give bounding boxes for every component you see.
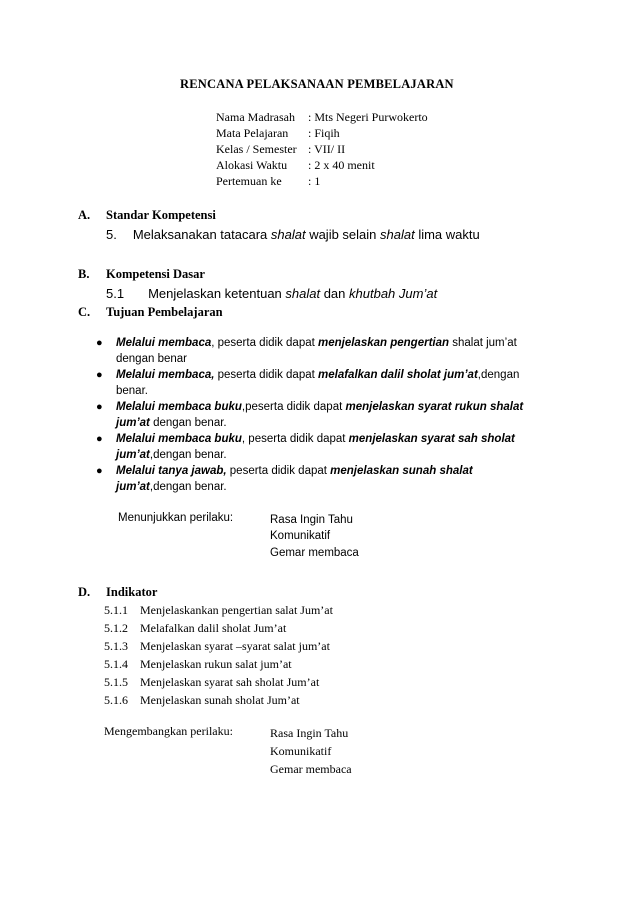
identity-value: : Mts Negeri Purwokerto <box>308 110 428 124</box>
indicator-text: Menjelaskan syarat sah sholat Jum’at <box>140 675 320 689</box>
indicator-number: 5.1.4 <box>104 657 128 671</box>
indicator-text: Menjelaskan sunah sholat Jum’at <box>140 693 300 707</box>
indicator-number: 5.1.2 <box>104 621 128 635</box>
goal-text: benar. <box>116 385 148 397</box>
competency-text: Melaksanakan tatacara <box>132 227 271 242</box>
behavior-c-label: Menunjukkan perilaku: <box>118 512 234 524</box>
goal-objective: menjelaskan pengertian <box>318 337 450 349</box>
identity-label: Mata Pelajaran <box>216 126 289 140</box>
bullet-icon: ● <box>96 401 103 413</box>
goal-method: Melalui membaca <box>116 337 212 349</box>
bullet-icon: ● <box>96 337 103 349</box>
goal-text: dengan benar <box>116 353 187 365</box>
competency-text: dan <box>320 286 350 301</box>
indicator-number: 5.1.3 <box>104 639 128 653</box>
section-d-letter: D. <box>78 585 91 599</box>
goal-text: ,dengan benar. <box>149 481 227 493</box>
bullet-icon: ● <box>96 433 103 445</box>
section-a-title: Standar Kompetensi <box>106 208 216 222</box>
competency-number: 5. <box>106 227 117 242</box>
indicator-text: Melafalkan dalil sholat Jum’at <box>140 621 287 635</box>
indicator-text: Menjelaskan syarat –syarat salat jum’at <box>140 639 330 653</box>
bullet-icon: ● <box>96 369 103 381</box>
goal-objective: jum’at <box>116 449 150 461</box>
behavior-value: Komunikatif <box>270 744 332 758</box>
section-b-letter: B. <box>78 267 90 281</box>
identity-value: : Fiqih <box>308 126 340 140</box>
goal-text: peserta didik dapat <box>214 369 319 381</box>
goal-text: ,peserta didik dapat <box>241 401 346 413</box>
competency-emphasis: shalat <box>270 227 306 242</box>
behavior-value: Rasa Ingin Tahu <box>270 726 349 740</box>
behavior-value: Gemar membaca <box>270 547 359 559</box>
goal-objective: jum’at <box>116 481 150 493</box>
competency-text: lima waktu <box>414 227 480 242</box>
goal-item <box>116 367 519 399</box>
section-d-title: Indikator <box>106 585 158 599</box>
section-a-content <box>106 227 480 242</box>
section-b-title: Kompetensi Dasar <box>106 267 205 281</box>
behavior-d-values <box>270 724 352 778</box>
identity-label: Nama Madrasah <box>216 110 295 124</box>
goal-objective: melafalkan dalil sholat jum’at <box>318 369 478 381</box>
indicator-number: 5.1.1 <box>104 603 128 617</box>
goal-text: shalat jum’at <box>449 337 517 349</box>
goal-text: ,dengan benar. <box>149 449 227 461</box>
goal-text: dengan benar. <box>149 417 227 429</box>
goal-item <box>116 335 517 367</box>
competency-emphasis: shalat <box>285 286 321 301</box>
indicator-number: 5.1.5 <box>104 675 128 689</box>
indicator-text: Menjelaskankan pengertian salat Jum’at <box>140 603 333 617</box>
behavior-value: Rasa Ingin Tahu <box>270 514 353 526</box>
goal-item <box>116 463 473 495</box>
identity-value: : VII/ II <box>308 142 346 156</box>
goal-text: peserta didik dapat <box>226 465 331 477</box>
goal-method: Melalui membaca buku <box>116 401 242 413</box>
goal-text: , peserta didik dapat <box>241 433 349 445</box>
goal-method: Melalui membaca buku <box>116 433 242 445</box>
document-title: RENCANA PELAKSANAAN PEMBELAJARAN <box>180 77 454 91</box>
goal-text: ,dengan <box>477 369 520 381</box>
goal-method: Melalui tanya jawab, <box>116 465 227 477</box>
goal-item <box>116 431 515 463</box>
competency-text: wajib selain <box>305 227 381 242</box>
behavior-value: Komunikatif <box>270 530 331 542</box>
indicator-text: Menjelaskan rukun salat jum’at <box>140 657 292 671</box>
identity-label: Alokasi Waktu <box>216 158 288 172</box>
section-a-letter: A. <box>78 208 91 222</box>
section-c-title: Tujuan Pembelajaran <box>106 305 223 319</box>
goal-objective: menjelaskan syarat sah sholat <box>348 433 515 445</box>
identity-value: : 1 <box>308 174 321 188</box>
goal-item <box>116 399 523 431</box>
behavior-c-values <box>270 512 359 561</box>
goal-objective: menjelaskan syarat rukun shalat <box>345 401 524 413</box>
competency-emphasis: khutbah Jum’at <box>349 286 438 301</box>
identity-label: Kelas / Semester <box>216 142 297 156</box>
competency-text: Menjelaskan ketentuan <box>148 286 286 301</box>
bullet-icon: ● <box>96 465 103 477</box>
section-c-letter: C. <box>78 305 91 319</box>
goal-objective: jum’at <box>116 417 150 429</box>
goal-text: , peserta didik dapat <box>211 337 318 349</box>
goal-objective: menjelaskan sunah shalat <box>330 465 473 477</box>
identity-value: : 2 x 40 menit <box>308 158 375 172</box>
identity-label: Pertemuan ke <box>216 174 282 188</box>
indicator-number: 5.1.6 <box>104 693 128 707</box>
section-b-content <box>106 286 437 301</box>
goal-method: Melalui membaca, <box>116 369 215 381</box>
competency-emphasis: shalat <box>380 227 415 242</box>
behavior-d-label: Mengembangkan perilaku: <box>104 724 233 738</box>
competency-number: 5.1 <box>106 286 125 301</box>
behavior-value: Gemar membaca <box>270 762 352 776</box>
